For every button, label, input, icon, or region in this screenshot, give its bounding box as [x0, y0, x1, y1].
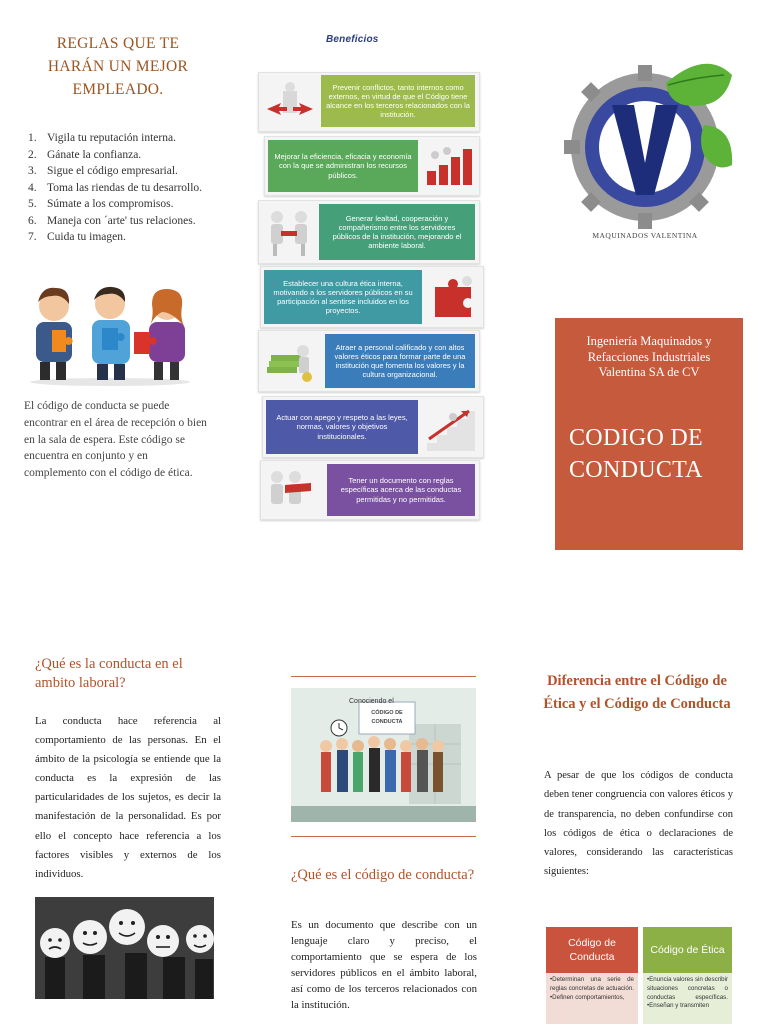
what-is-code-heading: ¿Qué es el código de conducta? — [291, 867, 475, 883]
benefit-row — [260, 460, 480, 520]
benefit-row — [258, 330, 480, 392]
benefit-row — [262, 396, 484, 458]
smiley-faces-image — [35, 897, 214, 999]
table-cell-ethics: •Enuncia valores sin describir situaciones concretas o conductas específicas. •Enseñan y transmiten — [643, 973, 732, 1024]
faces-photo — [35, 897, 214, 999]
video-caption-line1: Conociendo el — [349, 698, 394, 705]
video-thumbnail[interactable] — [291, 688, 476, 822]
divider-line — [291, 676, 476, 677]
benefit-text: Establecer una cultura ética interna, motivando a los servidores públicos en su participación al sentirse incluidos en los proyectos. — [264, 270, 422, 324]
benefit-row — [264, 136, 480, 196]
benefit-row — [260, 266, 484, 328]
video-illustration — [291, 688, 476, 822]
difference-heading: Diferencia entre el Código de Ética y el Código de Conducta — [543, 673, 731, 712]
logo-caption: MAQUINADOS VALENTINA — [592, 231, 698, 240]
video-caption-line3: CONDUCTA — [371, 719, 403, 725]
benefit-text: Mejorar la eficiencia, eficacia y economía con la que se administran los recursos públicos. — [268, 140, 418, 192]
list-item: 1. Vigila tu reputación interna. — [28, 132, 176, 144]
company-name: Ingeniería Maquinados y Refacciones Industriales Valentina SA de CV — [586, 334, 712, 379]
benefit-text: Tener un documento con reglas específicas acerca de las conductas permitidas y no permitidas. — [327, 464, 475, 516]
what-is-code-paragraph: Es un documento que describe con un lenguaje claro y preciso, el comportamiento que se espera de los servidores públicos en el ámbito laboral, así como de los terceros relacionados con la institución. — [291, 919, 477, 1011]
growth-bars-icon — [423, 143, 475, 189]
table-header-ethics: Código de Ética — [643, 927, 732, 973]
video-caption-line2: CÓDIGO DE — [371, 710, 403, 716]
people-carrying-icon — [265, 467, 321, 513]
list-item: 5. Súmate a los compromisos. — [28, 198, 174, 210]
benefit-text: Actuar con apego y respeto a las leyes, normas, valores y objetivos institucionales. — [266, 400, 418, 454]
list-item: 2. Gánate la confianza. — [28, 148, 142, 161]
benefit-text: Prevenir conflictos, tanto internos como externos, en virtud de que el Código tiene alcance en los terceros relacionados con la institución. — [321, 75, 475, 127]
difference-paragraph: A pesar de que los códigos de conducta deben tener congruencia con valores éticos y de transparencia, no deben confundirse con los códigos de ética o declaraciones de valores, considerando las características siguientes: — [544, 770, 733, 878]
benefits-title: Beneficios — [326, 34, 379, 45]
list-item: 4. Toma las riendas de tu desarrollo. — [28, 181, 203, 194]
benefit-text: Atraer a personal calificado y con altos valores éticos para formar parte de una institución que fomenta los valores y la cultura organizacional. — [325, 334, 475, 388]
table-header-conduct: Código de Conducta — [546, 927, 638, 973]
list-item: 6. Maneja con ´arte' tus relaciones. — [28, 214, 196, 227]
team-puzzle-illustration — [22, 282, 197, 386]
stairs-arrow-icon — [423, 403, 479, 451]
conduct-work-heading: ¿Qué es la conducta en el ambito laboral? — [35, 656, 183, 691]
divider-line — [291, 836, 476, 837]
rules-title: REGLAS QUE TE HARÁN UN MEJOR EMPLEADO. — [47, 35, 189, 98]
code-location-paragraph: El código de conducta se puede encontrar en el área de recepción o bien en la sala de espera. Este código se encuentra en conjunto y en complemento con el código de ética. — [24, 400, 207, 480]
gear-v-logo-icon — [556, 55, 734, 245]
company-logo — [556, 55, 734, 245]
benefit-row — [258, 200, 480, 264]
list-item: 7. Cuida tu imagen. — [28, 231, 126, 243]
benefit-row — [258, 72, 480, 132]
table-cell-conduct: •Determinan una serie de reglas concretas de actuación. •Definen comportamientos, — [546, 973, 638, 1024]
comparison-table — [546, 927, 732, 1024]
cover-panel — [555, 318, 743, 550]
benefit-text: Generar lealtad, cooperación y compañerismo entre los servidores públicos de la institución, mejorando el ambiente laboral. — [319, 204, 475, 260]
handshake-people-icon — [263, 207, 315, 257]
money-stack-icon — [263, 337, 317, 385]
conduct-work-paragraph: La conducta hace referencia al comportamiento de las personas. En el ámbito de la psicología se entiende que la conducta es la expresión de las particularidades de los sujetos, es decir la manifestación de la personalidad. Es por ello el concepto hace referencia a los factores visibles y externos de los individuos. — [35, 715, 221, 880]
list-item: 3. Sigue el código empresarial. — [28, 165, 178, 177]
puzzle-arrows-icon — [265, 79, 315, 125]
rules-list — [28, 130, 228, 246]
puzzle-figure-icon — [427, 273, 479, 321]
cover-title: CODIGO DE CONDUCTA — [569, 425, 704, 483]
